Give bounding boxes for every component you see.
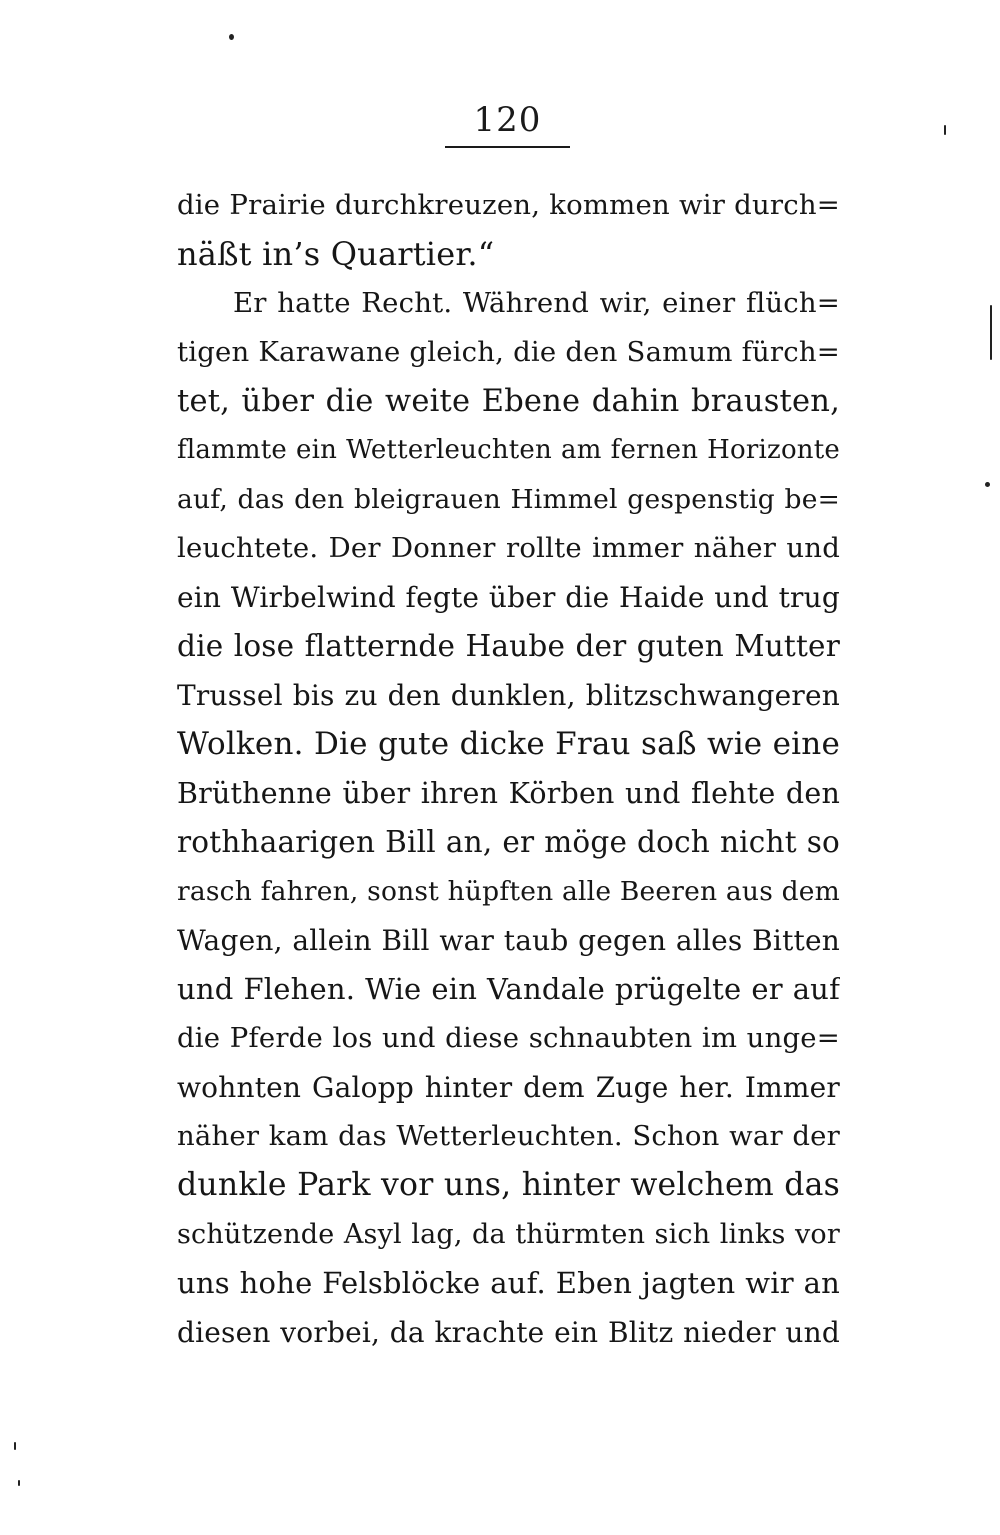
text-line: leuchtete. Der Donner rollte immer näher und bbox=[177, 532, 840, 564]
text-line: und Flehen. Wie ein Vandale prügelte er auf bbox=[177, 972, 840, 1006]
ink-speck bbox=[229, 34, 234, 40]
page-number: 120 bbox=[473, 100, 542, 140]
ink-speck bbox=[944, 125, 946, 135]
text-line: dunkle Park vor uns, hinter welchem das bbox=[177, 1167, 840, 1203]
text-line: Wagen, allein Bill war taub gegen alles Bitten bbox=[177, 924, 840, 957]
text-line: näher kam das Wetterleuchten. Schon war der bbox=[177, 1120, 840, 1152]
ink-speck bbox=[985, 482, 990, 487]
ink-speck bbox=[14, 1442, 16, 1450]
text-line: uns hohe Felsblöcke auf. Eben jagten wir an bbox=[177, 1266, 840, 1300]
text-line: näßt in’s Quartier.“ bbox=[177, 235, 495, 273]
text-line: die Prairie durchkreuzen, kommen wir durch= bbox=[177, 189, 840, 221]
text-line: wohnten Galopp hinter dem Zuge her. Immer bbox=[177, 1071, 840, 1104]
text-line: die Pferde los und diese schnaubten im unge= bbox=[177, 1022, 840, 1054]
text-line: diesen vorbei, da krachte ein Blitz nieder und bbox=[177, 1316, 840, 1349]
margin-line bbox=[990, 305, 992, 360]
text-line: Er hatte Recht. Während wir, einer flüch= bbox=[233, 287, 840, 319]
text-line: rasch fahren, sonst hüpften alle Beeren aus dem bbox=[177, 876, 840, 907]
text-line: Trussel bis zu den dunklen, blitzschwangeren bbox=[177, 679, 840, 712]
text-line: schützende Asyl lag, da thürmten sich links vor bbox=[177, 1219, 840, 1250]
page-number-rule bbox=[445, 146, 570, 148]
text-line: tigen Karawane gleich, die den Samum fürch= bbox=[177, 336, 840, 368]
text-line: rothhaarigen Bill an, er möge doch nicht so bbox=[177, 825, 840, 859]
text-line: flammte ein Wetterleuchten am fernen Horizonte bbox=[177, 435, 840, 465]
text-line: Wolken. Die gute dicke Frau saß wie eine bbox=[177, 726, 840, 762]
ink-speck bbox=[18, 1480, 20, 1486]
text-line: Brüthenne über ihren Körben und flehte den bbox=[177, 777, 840, 810]
text-line: auf, das den bleigrauen Himmel gespenstig be= bbox=[177, 484, 840, 515]
text-line: ein Wirbelwind fegte über die Haide und trug bbox=[177, 581, 840, 614]
text-line: tet, über die weite Ebene dahin brausten, bbox=[177, 384, 840, 419]
text-line: die lose flatternde Haube der guten Mutter bbox=[177, 629, 840, 663]
body-text bbox=[177, 181, 840, 1357]
